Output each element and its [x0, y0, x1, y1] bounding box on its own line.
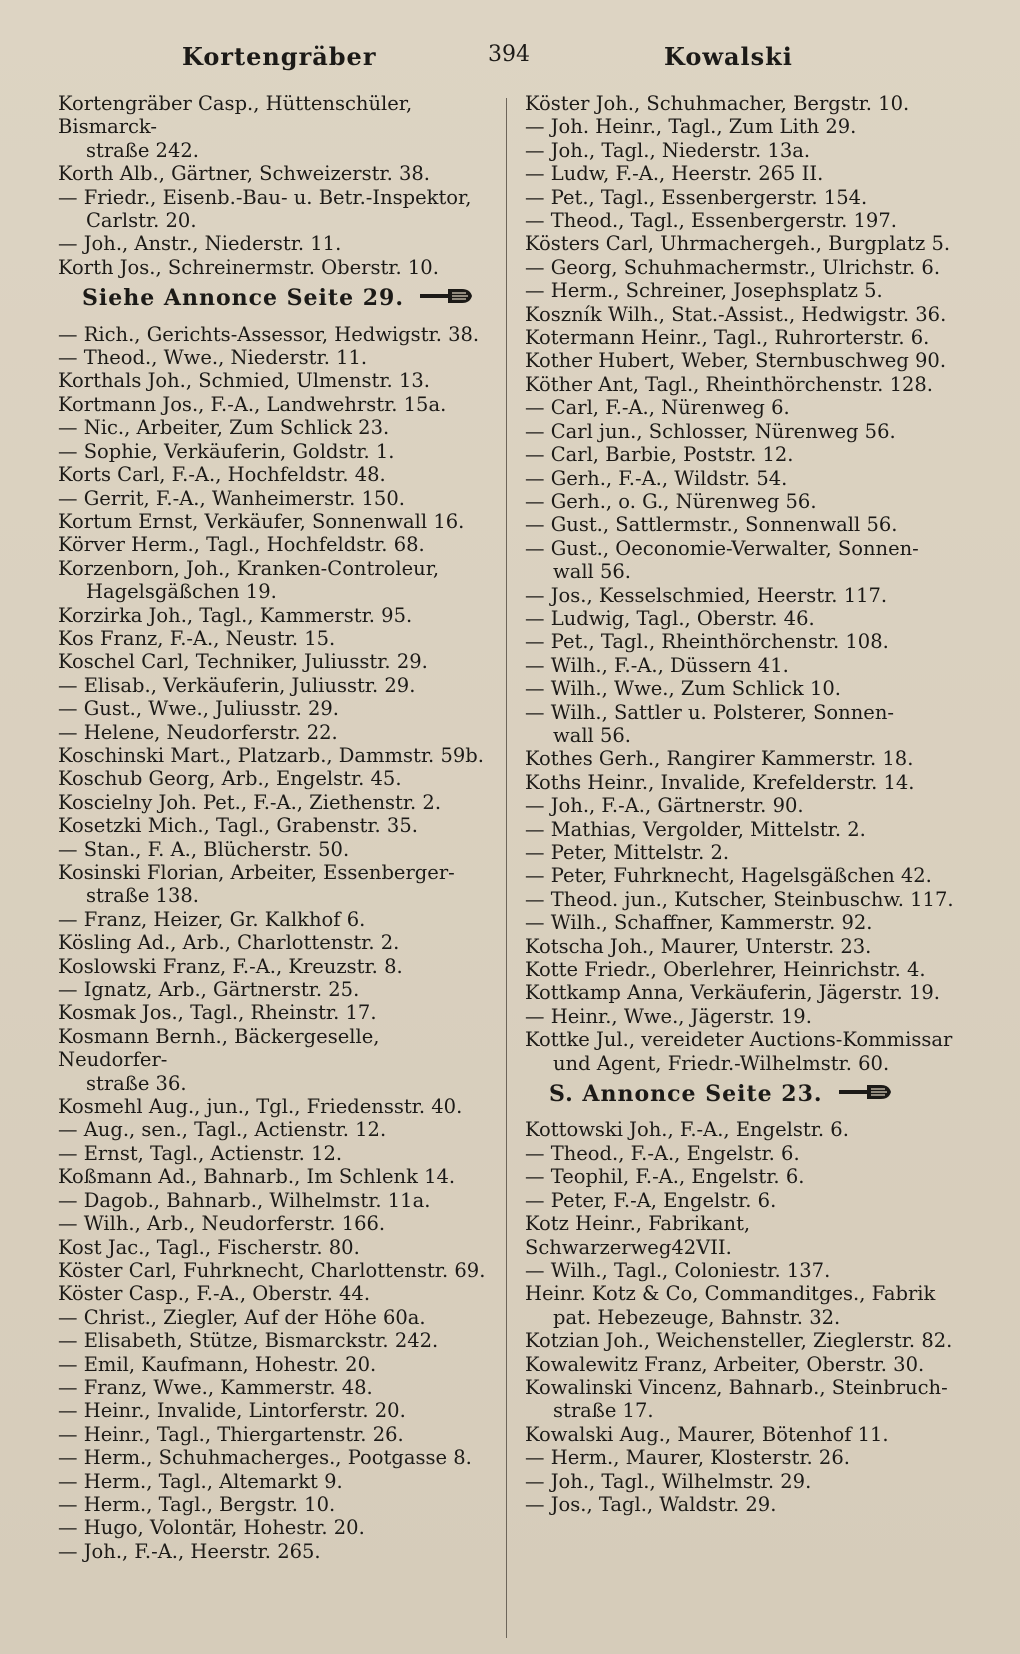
directory-entry: Kowalewitz Franz, Arbeiter, Oberstr. 30. — [525, 1352, 925, 1376]
directory-entry: Koschinski Mart., Platzarb., Dammstr. 59b. — [58, 743, 484, 767]
left-column — [58, 92, 488, 1563]
directory-entry: — Stan., F. A., Blücherstr. 50. — [58, 837, 350, 861]
directory-entry: — Joh., F.-A., Gärtnerstr. 90. — [525, 794, 804, 818]
directory-entry: Koszník Wilh., Stat.-Assist., Hedwigstr. 36. — [525, 302, 947, 326]
directory-entry: Köster Casp., F.-A., Oberstr. 44. — [58, 1282, 371, 1306]
entry-continuation: straße 242. — [86, 138, 199, 162]
directory-entry: — Ludwig, Tagl., Oberstr. 46. — [525, 606, 815, 630]
directory-entry: Kottke Jul., vereideter Auctions-Kommissar — [525, 1028, 953, 1052]
directory-entry: — Theod., Tagl., Essenbergerstr. 197. — [525, 209, 897, 233]
annonce-reference — [82, 285, 488, 312]
directory-entry: — Carl, Barbie, Poststr. 12. — [525, 443, 794, 467]
directory-entry: — Joh., Tagl., Wilhelmstr. 29. — [525, 1469, 812, 1493]
directory-entry: — Elisab., Verkäuferin, Juliusstr. 29. — [58, 673, 416, 697]
directory-entry: — Wilh., Wwe., Zum Schlick 10. — [525, 677, 841, 701]
directory-entry: — Wilh., Schaffner, Kammerstr. 92. — [525, 911, 873, 935]
directory-entry: Kother Hubert, Weber, Sternbuschweg 90. — [525, 349, 947, 373]
directory-entry: — Carl, F.-A., Nürenweg 6. — [525, 396, 790, 420]
entry-continuation: Carlstr. 20. — [86, 209, 197, 233]
directory-entry: — Herm., Maurer, Klosterstr. 26. — [525, 1446, 850, 1470]
directory-entry: Kotz Heinr., Fabrikant, Schwarzerweg42VII. — [525, 1212, 751, 1259]
pointing-hand-icon — [837, 1081, 893, 1108]
directory-entry: Kosetzki Mich., Tagl., Grabenstr. 35. — [58, 814, 418, 838]
directory-entry: — Jos., Tagl., Waldstr. 29. — [525, 1492, 777, 1516]
directory-entry: Korthals Joh., Schmied, Ulmenstr. 13. — [58, 369, 430, 393]
directory-entry: — Wilh., Arb., Neudorferstr. 166. — [58, 1212, 386, 1236]
page-header — [0, 42, 1020, 82]
directory-entry: — Herm., Tagl., Altemarkt 9. — [58, 1469, 343, 1493]
directory-entry: Kotte Friedr., Oberlehrer, Heinrichstr. 4. — [525, 958, 926, 982]
directory-entry: Kotscha Joh., Maurer, Unterstr. 23. — [525, 934, 872, 958]
directory-entry: Kortum Ernst, Verkäufer, Sonnenwall 16. — [58, 509, 465, 533]
directory-entry: — Heinr., Wwe., Jägerstr. 19. — [525, 1004, 812, 1028]
directory-entry: — Jos., Kesselschmied, Heerstr. 117. — [525, 583, 888, 607]
entry-continuation: Hagelsgäßchen 19. — [86, 580, 277, 604]
directory-entry: — Gerrit, F.-A., Wanheimerstr. 150. — [58, 486, 405, 510]
directory-entry: — Helene, Neudorferstr. 22. — [58, 720, 338, 744]
directory-entry: — Heinr., Tagl., Thiergartenstr. 26. — [58, 1422, 404, 1446]
directory-entry: — Friedr., Eisenb.-Bau- u. Betr.-Inspektor, — [58, 185, 472, 209]
directory-entry: — Joh., Tagl., Niederstr. 13a. — [525, 138, 811, 162]
directory-entry: Kotermann Heinr., Tagl., Ruhrorterstr. 6. — [525, 326, 930, 350]
directory-entry: — Franz, Heizer, Gr. Kalkhof 6. — [58, 907, 366, 931]
directory-entry: Kosmak Jos., Tagl., Rheinstr. 17. — [58, 1001, 377, 1025]
annonce-text: S. Annonce Seite 23. — [549, 1081, 823, 1108]
directory-entry: — Gust., Oeconomie-Verwalter, Sonnen- — [525, 536, 919, 560]
directory-entry: — Peter, Mittelstr. 2. — [525, 841, 730, 864]
directory-entry: — Herm., Schreiner, Josephsplatz 5. — [525, 279, 883, 303]
directory-entry: — Ignatz, Arb., Gärtnerstr. 25. — [58, 978, 360, 1002]
directory-entry: — Wilh., F.-A., Düssern 41. — [525, 653, 789, 677]
directory-entry: — Nic., Arbeiter, Zum Schlick 23. — [58, 416, 390, 440]
directory-entry: — Herm., Schuhmacherges., Pootgasse 8. — [58, 1446, 472, 1470]
directory-entry: — Ludw, F.-A., Heerstr. 265 II. — [525, 162, 824, 186]
directory-entry: Korts Carl, F.-A., Hochfeldstr. 48. — [58, 463, 386, 487]
directory-entry: Heinr. Kotz & Co, Commanditges., Fabrik — [525, 1282, 936, 1306]
directory-entry: — Heinr., Invalide, Lintorferstr. 20. — [58, 1399, 406, 1423]
directory-entry: — Gerh., F.-A., Wildstr. 54. — [525, 466, 788, 490]
directory-entry: — Theod., F.-A., Engelstr. 6. — [525, 1141, 800, 1165]
directory-entry: — Theod., Wwe., Niederstr. 11. — [58, 346, 368, 370]
entry-continuation: straße 17. — [553, 1399, 654, 1423]
directory-entry: Kowalski Aug., Maurer, Bötenhof 11. — [525, 1422, 889, 1446]
directory-entry: Kowalinski Vincenz, Bahnarb., Steinbruch- — [525, 1375, 948, 1399]
directory-entry: Kosmann Bernh., Bäckergeselle, Neudorfer- — [58, 1024, 380, 1072]
directory-entry: — Carl jun., Schlosser, Nürenweg 56. — [525, 419, 896, 443]
directory-entry: Kosmehl Aug., jun., Tgl., Friedensstr. 40. — [58, 1095, 463, 1119]
directory-entry: — Herm., Tagl., Bergstr. 10. — [58, 1492, 336, 1516]
entry-continuation: wall 56. — [553, 560, 631, 584]
directory-entry: — Aug., sen., Tagl., Actienstr. 12. — [58, 1118, 387, 1142]
directory-entry: — Teophil, F.-A., Engelstr. 6. — [525, 1165, 805, 1189]
directory-entry: — Peter, Fuhrknecht, Hagelsgäßchen 42. — [525, 864, 932, 888]
entry-continuation: straße 138. — [86, 884, 199, 908]
directory-entry: Koßmann Ad., Bahnarb., Im Schlenk 14. — [58, 1165, 456, 1189]
directory-entry: — Pet., Tagl., Rheinthörchenstr. 108. — [525, 630, 889, 654]
directory-entry: Kösling Ad., Arb., Charlottenstr. 2. — [58, 931, 400, 955]
directory-entry: — Gerh., o. G., Nürenweg 56. — [525, 489, 817, 513]
header-left-keyword: Kortengräber — [182, 42, 377, 71]
directory-entry: — Hugo, Volontär, Hohestr. 20. — [58, 1516, 365, 1540]
column-divider — [506, 98, 507, 1638]
directory-entry: — Franz, Wwe., Kammerstr. 48. — [58, 1375, 373, 1399]
annonce-reference — [549, 1081, 957, 1108]
directory-entry: — Peter, F.-A, Engelstr. 6. — [525, 1188, 777, 1212]
directory-entry: Koschub Georg, Arb., Engelstr. 45. — [58, 767, 402, 791]
page-number: 394 — [488, 42, 530, 67]
directory-entry: — Pet., Tagl., Essenbergerstr. 154. — [525, 185, 868, 209]
annonce-text: Siehe Annonce Seite 29. — [82, 285, 405, 312]
directory-entry: — Ernst, Tagl., Actienstr. 12. — [58, 1141, 343, 1165]
directory-entry: — Sophie, Verkäuferin, Goldstr. 1. — [58, 439, 395, 463]
directory-entry: Kottowski Joh., F.-A., Engelstr. 6. — [525, 1118, 849, 1142]
directory-entry: — Joh., Anstr., Niederstr. 11. — [58, 232, 342, 256]
directory-entry: Kösters Carl, Uhrmachergeh., Burgplatz 5. — [525, 232, 951, 256]
directory-entry: Kos Franz, F.-A., Neustr. 15. — [58, 626, 336, 650]
header-right-keyword: Kowalski — [664, 42, 793, 71]
directory-entry: — Wilh., Tagl., Coloniestr. 137. — [525, 1258, 831, 1282]
directory-entry: — Christ., Ziegler, Auf der Höhe 60a. — [58, 1305, 426, 1329]
directory-entry: — Joh., F.-A., Heerstr. 265. — [58, 1539, 321, 1563]
directory-entry: Köster Joh., Schuhmacher, Bergstr. 10. — [525, 92, 910, 115]
directory-entry: Kottkamp Anna, Verkäuferin, Jägerstr. 19. — [525, 981, 940, 1005]
directory-entry: Korth Jos., Schreinermstr. Oberstr. 10. — [58, 255, 439, 279]
directory-entry: Koths Heinr., Invalide, Krefelderstr. 14. — [525, 770, 915, 794]
directory-entry: Kotzian Joh., Weichensteller, Zieglerstr. 82. — [525, 1329, 953, 1353]
directory-entry: Kothes Gerh., Rangirer Kammerstr. 18. — [525, 747, 914, 771]
entry-continuation: wall 56. — [553, 723, 631, 747]
directory-entry: — Georg, Schuhmachermstr., Ulrichstr. 6. — [525, 255, 941, 279]
directory-entry: Kortengräber Casp., Hüttenschüler, Bismarck- — [58, 92, 413, 139]
directory-entry: — Rich., Gerichts-Assessor, Hedwigstr. 38. — [58, 322, 480, 346]
directory-entry: Kortmann Jos., F.-A., Landwehrstr. 15a. — [58, 392, 447, 416]
directory-entry: Koschel Carl, Techniker, Juliusstr. 29. — [58, 650, 428, 674]
pointing-hand-icon — [418, 285, 474, 312]
directory-entry: — Gust., Sattlermstr., Sonnenwall 56. — [525, 513, 898, 537]
directory-entry: — Dagob., Bahnarb., Wilhelmstr. 11a. — [58, 1188, 431, 1212]
directory-entry: Köster Carl, Fuhrknecht, Charlottenstr. 69. — [58, 1258, 486, 1282]
directory-entry: — Gust., Wwe., Juliusstr. 29. — [58, 697, 339, 721]
directory-entry: Körver Herm., Tagl., Hochfeldstr. 68. — [58, 533, 425, 557]
directory-entry: Kosinski Florian, Arbeiter, Essenberger- — [58, 861, 455, 884]
right-column — [525, 92, 957, 1516]
directory-entry: Koscielny Joh. Pet., F.-A., Ziethenstr. 2. — [58, 790, 442, 814]
directory-entry: Koslowski Franz, F.-A., Kreuzstr. 8. — [58, 954, 403, 978]
entry-continuation: straße 36. — [86, 1071, 187, 1095]
directory-entry: Korth Alb., Gärtner, Schweizerstr. 38. — [58, 162, 431, 186]
directory-entry: — Theod. jun., Kutscher, Steinbuschw. 117. — [525, 887, 954, 911]
directory-entry: Korzenborn, Joh., Kranken-Controleur, — [58, 556, 440, 580]
directory-entry: — Wilh., Sattler u. Polsterer, Sonnen- — [525, 700, 894, 724]
directory-entry: — Joh. Heinr., Tagl., Zum Lith 29. — [525, 115, 857, 139]
directory-entry: Köther Ant, Tagl., Rheinthörchenstr. 128. — [525, 372, 933, 396]
entry-continuation: pat. Hebezeuge, Bahnstr. 32. — [553, 1305, 841, 1329]
directory-entry: — Emil, Kaufmann, Hohestr. 20. — [58, 1352, 377, 1376]
directory-entry: — Mathias, Vergolder, Mittelstr. 2. — [525, 817, 866, 841]
directory-entry: — Elisabeth, Stütze, Bismarckstr. 242. — [58, 1329, 439, 1353]
directory-entry: Korzirka Joh., Tagl., Kammerstr. 95. — [58, 603, 413, 627]
directory-entry: Kost Jac., Tagl., Fischerstr. 80. — [58, 1235, 360, 1259]
entry-continuation: und Agent, Friedr.-Wilhelmstr. 60. — [553, 1051, 890, 1075]
